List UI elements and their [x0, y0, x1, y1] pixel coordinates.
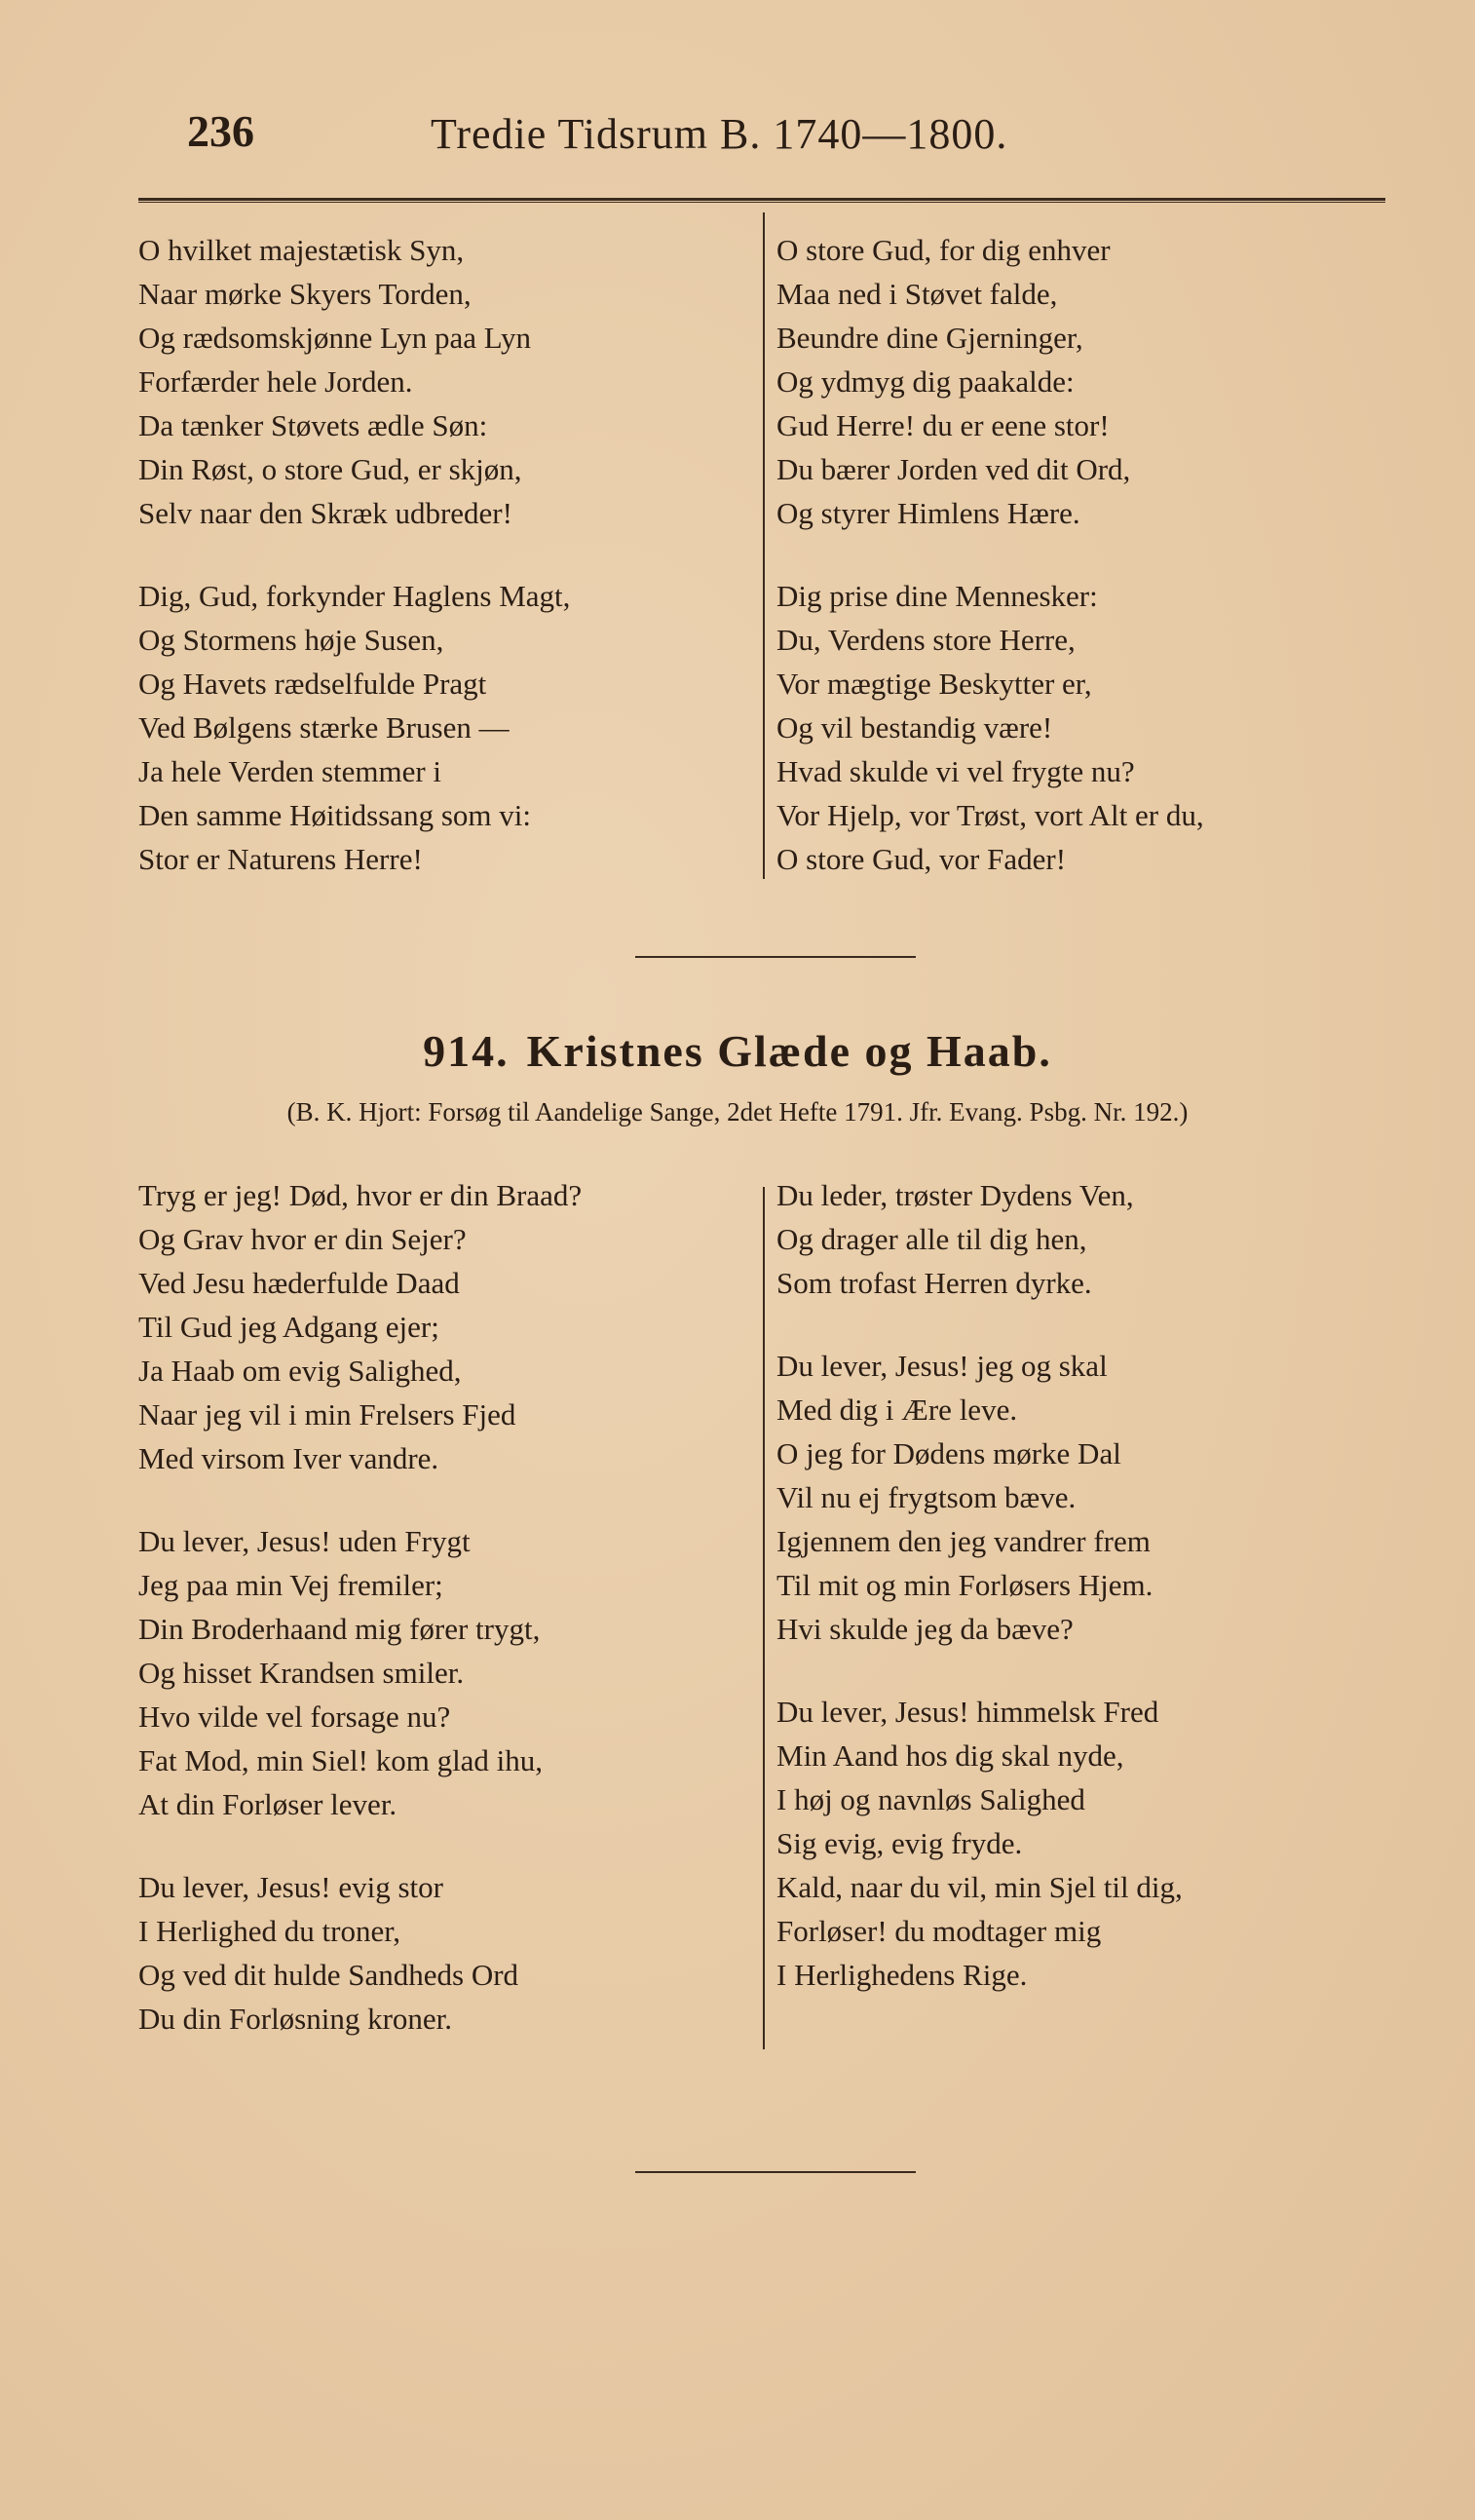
- verse-line: Den samme Høitidssang som vi:: [138, 798, 531, 832]
- hymn-source: (B. K. Hjort: Forsøg til Aandelige Sange, 2det Hefte 1791. Jfr. Evang. Psbg. Nr. 192.): [286, 1097, 1189, 1126]
- verse-line: Og hisset Krandsen smiler.: [138, 1656, 465, 1690]
- verse-line: Til Gud jeg Adgang ejer;: [138, 1310, 439, 1344]
- verse-line: Med virsom Iver vandre.: [138, 1441, 439, 1475]
- verse-line: Naar jeg vil i min Frelsers Fjed: [138, 1397, 516, 1432]
- column-divider: [763, 212, 765, 879]
- verse-line: Du lever, Jesus! himmelsk Fred: [776, 1695, 1159, 1729]
- verse-line: Dig, Gud, forkynder Haglens Magt,: [138, 579, 571, 613]
- verse-line: Og ved dit hulde Sandheds Ord: [138, 1958, 519, 1992]
- verse-line: Da tænker Støvets ædle Søn:: [138, 408, 488, 442]
- page-number: 236: [187, 106, 254, 156]
- hymn-title-text: Kristnes Glæde og Haab.: [526, 1026, 1052, 1076]
- verse-line: Ved Bølgens stærke Brusen —: [138, 710, 510, 745]
- verse-line: I høj og navnløs Salighed: [776, 1782, 1085, 1816]
- verse-line: Du lever, Jesus! jeg og skal: [776, 1349, 1108, 1383]
- verse-line: Og rædsomskjønne Lyn paa Lyn: [138, 321, 531, 355]
- verse-line: Jeg paa min Vej fremiler;: [138, 1568, 443, 1602]
- hymn1-left-column: [138, 228, 570, 920]
- verse-line: Og ydmyg dig paakalde:: [776, 364, 1075, 399]
- verse-line: Hvo vilde vel forsage nu?: [138, 1699, 451, 1734]
- verse-line: Vor Hjelp, vor Trøst, vort Alt er du,: [776, 798, 1204, 832]
- verse-line: Du lever, Jesus! uden Frygt: [138, 1524, 471, 1558]
- stanza: [138, 1519, 582, 1826]
- verse-line: Ved Jesu hæderfulde Daad: [138, 1266, 460, 1300]
- verse-line: Din Røst, o store Gud, er skjøn,: [138, 452, 522, 486]
- verse-line: Din Broderhaand mig fører trygt,: [138, 1612, 541, 1646]
- verse-line: Og Stormens høje Susen,: [138, 623, 444, 657]
- verse-line: Vor mægtige Beskytter er,: [776, 667, 1092, 701]
- verse-line: Tryg er jeg! Død, hvor er din Braad?: [138, 1178, 583, 1212]
- verse-line: At din Forløser lever.: [138, 1787, 397, 1821]
- verse-line: Og Grav hvor er din Sejer?: [138, 1222, 467, 1256]
- verse-line: Beundre dine Gjerninger,: [776, 321, 1083, 355]
- page-header: [187, 105, 1385, 164]
- stanza: [776, 1344, 1183, 1651]
- verse-line: Naar mørke Skyers Torden,: [138, 277, 472, 311]
- section-separator: [635, 956, 916, 958]
- header-rule-thin: [138, 202, 1385, 203]
- verse-line: Du, Verdens store Herre,: [776, 623, 1076, 657]
- stanza: [138, 574, 570, 881]
- verse-line: Vil nu ej frygtsom bæve.: [776, 1480, 1077, 1514]
- verse-line: O jeg for Dødens mørke Dal: [776, 1436, 1121, 1470]
- verse-line: Hvi skulde jeg da bæve?: [776, 1612, 1074, 1646]
- verse-line: Fat Mod, min Siel! kom glad ihu,: [138, 1743, 544, 1777]
- stanza: [138, 228, 570, 535]
- verse-line: Ja hele Verden stemmer i: [138, 754, 442, 788]
- verse-line: Og Havets rædselfulde Pragt: [138, 667, 487, 701]
- verse-line: O store Gud, for dig enhver: [776, 233, 1111, 267]
- end-separator: [635, 2171, 916, 2173]
- stanza: [138, 1173, 582, 1480]
- verse-line: Og drager alle til dig hen,: [776, 1222, 1087, 1256]
- stanza: [776, 574, 1204, 881]
- verse-line: Du lever, Jesus! evig stor: [138, 1870, 443, 1904]
- running-title: Tredie Tidsrum B. 1740—1800.: [431, 110, 1008, 158]
- verse-line: O hvilket majestætisk Syn,: [138, 233, 465, 267]
- verse-line: I Herlighed du troner,: [138, 1914, 401, 1948]
- verse-line: Kald, naar du vil, min Sjel til dig,: [776, 1870, 1183, 1904]
- verse-line: Med dig i Ære leve.: [776, 1393, 1018, 1427]
- verse-line: Sig evig, evig fryde.: [776, 1826, 1023, 1860]
- verse-line: O store Gud, vor Fader!: [776, 842, 1067, 876]
- verse-line: Du din Forløsning kroner.: [138, 2002, 453, 2036]
- hymn-number: 914.: [423, 1026, 510, 1076]
- hymn2-right-column: [776, 1173, 1183, 2036]
- verse-line: Hvad skulde vi vel frygte nu?: [776, 754, 1135, 788]
- stanza: [138, 1865, 582, 2041]
- verse-line: Min Aand hos dig skal nyde,: [776, 1738, 1124, 1773]
- verse-line: I Herlighedens Rige.: [776, 1958, 1028, 1992]
- verse-line: Forfærder hele Jorden.: [138, 364, 413, 399]
- verse-line: Maa ned i Støvet falde,: [776, 277, 1058, 311]
- verse-line: Og styrer Himlens Hære.: [776, 496, 1080, 530]
- verse-line: Forløser! du modtager mig: [776, 1914, 1102, 1948]
- hymn2-left-column: [138, 1173, 582, 2080]
- verse-line: Dig prise dine Mennesker:: [776, 579, 1098, 613]
- verse-line: Du bærer Jorden ved dit Ord,: [776, 452, 1131, 486]
- verse-line: Ja Haab om evig Salighed,: [138, 1354, 462, 1388]
- stanza: [776, 1173, 1183, 1305]
- column-divider: [763, 1187, 765, 2049]
- verse-line: Selv naar den Skræk udbreder!: [138, 496, 512, 530]
- stanza: [776, 228, 1204, 535]
- verse-line: Til mit og min Forløsers Hjem.: [776, 1568, 1154, 1602]
- hymn1-right-column: [776, 228, 1204, 920]
- verse-line: Stor er Naturens Herre!: [138, 842, 423, 876]
- header-rule: [138, 198, 1385, 201]
- stanza: [776, 1690, 1183, 1997]
- verse-line: Igjennem den jeg vandrer frem: [776, 1524, 1151, 1558]
- verse-line: Du leder, trøster Dydens Ven,: [776, 1178, 1134, 1212]
- hymn-title: [0, 1025, 1475, 1077]
- verse-line: Som trofast Herren dyrke.: [776, 1266, 1092, 1300]
- verse-line: Gud Herre! du er eene stor!: [776, 408, 1110, 442]
- verse-line: Og vil bestandig være!: [776, 710, 1053, 745]
